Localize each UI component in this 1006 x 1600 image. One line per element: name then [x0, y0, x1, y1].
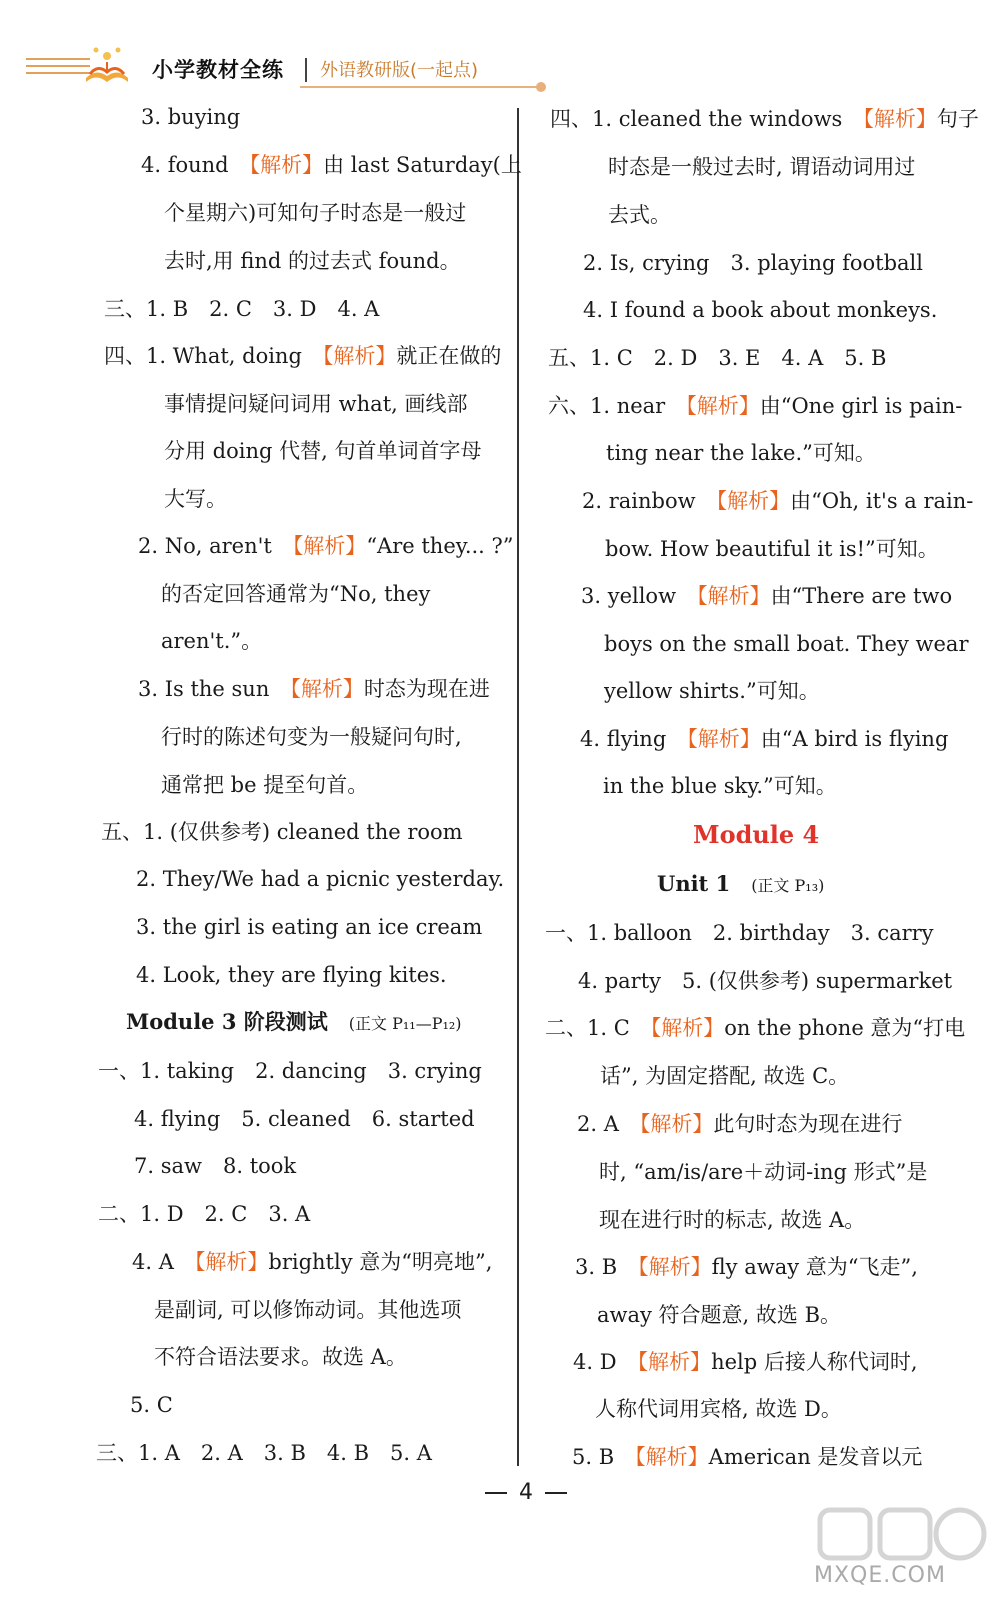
jiexi-label: 【解析】 — [650, 1016, 725, 1040]
header-separator — [305, 58, 307, 82]
header-underline — [300, 86, 540, 88]
edition-label: 外语教研版(一起点) — [320, 60, 479, 81]
jiexi-label: 【解析】 — [290, 677, 364, 701]
answer-line: 分用 doing 代替, 句首单词首字母 — [164, 439, 482, 463]
jiexi-label: 【解析】 — [697, 584, 771, 608]
answer-line: 四、1. cleaned the windows 【解析】句子 — [550, 107, 979, 131]
column-divider — [517, 108, 519, 1466]
header-dot — [536, 82, 546, 92]
answer-line: 2. They/We had a picnic yesterday. — [136, 867, 505, 891]
answer-line: 二、1. C 【解析】on the phone 意为“打电 — [545, 1016, 966, 1040]
answer-line: 二、1. D 2. C 3. A — [98, 1202, 311, 1226]
answer-line: 现在进行时的标志, 故选 A。 — [599, 1208, 866, 1232]
answer-line: 话”, 为固定搭配, 故选 C。 — [600, 1064, 850, 1088]
answer-line: 2. A 【解析】此句时态为现在进行 — [577, 1112, 903, 1136]
answer-line: 3. the girl is eating an ice cream — [136, 915, 483, 939]
jiexi-label: 【解析】 — [249, 153, 324, 177]
watermark-text: MXQE.COM — [814, 1563, 946, 1588]
answer-line: 3. buying — [141, 105, 241, 129]
answer-line: 个星期六)可知句子时态是一般过 — [164, 201, 467, 225]
answer-line: 4. flying 5. cleaned 6. started — [134, 1107, 475, 1131]
answer-line: 5. C — [130, 1393, 173, 1417]
answer-line: 2. No, aren't 【解析】“Are they... ?” — [138, 534, 514, 558]
jiexi-label: 【解析】 — [686, 394, 760, 418]
answer-line: 三、1. B 2. C 3. D 4. A — [104, 297, 380, 321]
answer-line: 是副词, 可以修饰动词。其他选项 — [154, 1298, 462, 1322]
answer-line: 事情提问疑问词用 what, 画线部 — [164, 392, 468, 416]
book-logo-icon — [82, 42, 132, 88]
answer-line: 4. D 【解析】help 后接人称代词时, — [573, 1350, 918, 1374]
answer-line: 五、1. C 2. D 3. E 4. A 5. B — [548, 346, 887, 370]
unit-heading: Unit 1 (正文 P₁₃) — [657, 871, 825, 896]
page-number: 4 — [473, 1480, 579, 1505]
answer-line: 通常把 be 提至句首。 — [161, 773, 369, 797]
jiexi-label: 【解析】 — [635, 1445, 709, 1469]
jiexi-label: 【解析】 — [863, 107, 937, 131]
answer-line: ting near the lake.”可知。 — [606, 441, 876, 465]
answer-line: 3. Is the sun 【解析】时态为现在进 — [138, 677, 490, 701]
jiexi-label: 【解析】 — [194, 1250, 269, 1274]
answer-line: 3. yellow 【解析】由“There are two — [581, 584, 953, 608]
answer-line: 的否定回答通常为“No, they — [161, 582, 431, 606]
answer-line: 五、1. (仅供参考) cleaned the room — [101, 820, 463, 844]
answer-line: yellow shirts.”可知。 — [604, 679, 820, 703]
module-heading: Module 4 — [693, 820, 820, 849]
answer-line: 4. Look, they are flying kites. — [136, 963, 447, 987]
jiexi-label: 【解析】 — [687, 727, 761, 751]
answer-line: 4. party 5. (仅供参考) supermarket — [578, 969, 953, 993]
answer-line: 大写。 — [164, 487, 227, 511]
answer-line: in the blue sky.”可知。 — [603, 774, 837, 798]
answer-line: 4. A 【解析】brightly 意为“明亮地”, — [132, 1250, 493, 1274]
answer-line: 4. flying 【解析】由“A bird is flying — [580, 727, 949, 751]
answer-line: 4. I found a book about monkeys. — [583, 298, 938, 322]
jiexi-label: 【解析】 — [638, 1255, 712, 1279]
answer-line: 2. Is, crying 3. playing football — [583, 251, 923, 275]
answer-line: 去时,用 find 的过去式 found。 — [164, 249, 461, 273]
jiexi-label: 【解析】 — [292, 534, 367, 558]
answer-line: 3. B 【解析】fly away 意为“飞走”, — [575, 1255, 918, 1279]
answer-line: 一、1. balloon 2. birthday 3. carry — [545, 921, 934, 945]
answer-line: 2. rainbow 【解析】由“Oh, it's a rain- — [582, 489, 974, 513]
answer-line: boys on the small boat. They wear — [604, 632, 969, 656]
answer-line: 一、1. taking 2. dancing 3. crying — [98, 1059, 482, 1083]
series-title: 小学教材全练 — [152, 58, 284, 82]
answer-line: 7. saw 8. took — [134, 1154, 297, 1178]
answer-line: 行时的陈述句变为一般疑问句时, — [161, 725, 462, 749]
answer-line: 三、1. A 2. A 3. B 4. B 5. A — [96, 1441, 432, 1465]
answer-line: 5. B 【解析】American 是发音以元 — [572, 1445, 923, 1469]
answer-line: aren't.”。 — [161, 629, 263, 653]
answer-line: bow. How beautiful it is!”可知。 — [605, 537, 939, 561]
answer-line: 四、1. What, doing 【解析】就正在做的 — [104, 344, 502, 368]
answer-line: 六、1. near 【解析】由“One girl is pain- — [548, 394, 963, 418]
page-header — [0, 0, 1006, 100]
answer-line: 时态是一般过去时, 谓语动词用过 — [608, 155, 916, 179]
section-heading: Module 3 阶段测试 (正文 P₁₁—P₁₂) — [126, 1009, 462, 1034]
answer-line: 时, “am/is/are＋动词-ing 形式”是 — [599, 1160, 928, 1184]
answer-line: away 符合题意, 故选 B。 — [597, 1303, 842, 1327]
answer-line: 去式。 — [608, 203, 671, 227]
answer-line: 人称代词用宾格, 故选 D。 — [595, 1397, 842, 1421]
answer-line: 不符合语法要求。故选 A。 — [154, 1345, 407, 1369]
jiexi-label: 【解析】 — [716, 489, 791, 513]
jiexi-label: 【解析】 — [639, 1112, 714, 1136]
answer-line: 4. found 【解析】由 last Saturday(上 — [141, 153, 522, 177]
header-decoration-lines — [26, 58, 90, 79]
jiexi-label: 【解析】 — [322, 344, 397, 368]
jiexi-label: 【解析】 — [637, 1350, 712, 1374]
